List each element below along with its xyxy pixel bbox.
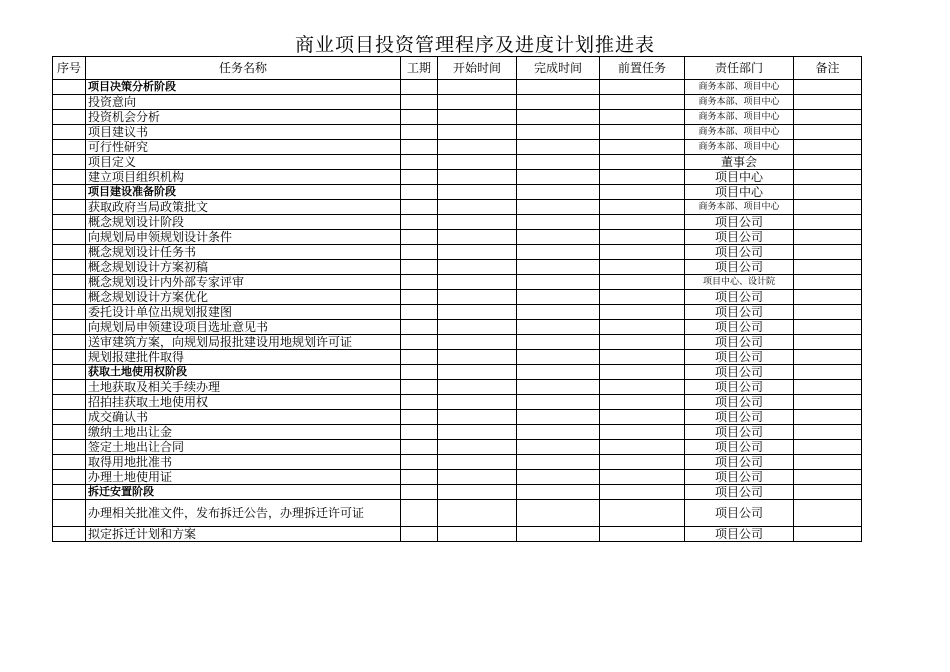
department-cell[interactable]: 项目公司 (685, 527, 794, 542)
remarks-cell[interactable] (794, 245, 862, 260)
department-cell[interactable]: 项目中心 (685, 170, 794, 185)
start-time-cell[interactable] (438, 245, 517, 260)
department-cell[interactable]: 项目公司 (685, 455, 794, 470)
department-cell[interactable]: 项目公司 (685, 215, 794, 230)
start-time-cell[interactable] (438, 125, 517, 140)
start-time-cell[interactable] (438, 260, 517, 275)
department-cell[interactable]: 项目公司 (685, 305, 794, 320)
duration-cell[interactable] (401, 425, 438, 440)
start-time-cell[interactable] (438, 170, 517, 185)
department-cell[interactable]: 商务本部、项目中心 (685, 125, 794, 140)
finish-time-cell[interactable] (517, 215, 600, 230)
predecessor-cell[interactable] (600, 335, 685, 350)
department-cell[interactable]: 商务本部、项目中心 (685, 95, 794, 110)
start-time-cell[interactable] (438, 410, 517, 425)
remarks-cell[interactable] (794, 527, 862, 542)
start-time-cell[interactable] (438, 230, 517, 245)
predecessor-cell[interactable] (600, 140, 685, 155)
index-cell[interactable] (53, 260, 86, 275)
finish-time-cell[interactable] (517, 320, 600, 335)
task-name-cell[interactable]: 规划报建批件取得 (86, 350, 401, 365)
finish-time-cell[interactable] (517, 110, 600, 125)
remarks-cell[interactable] (794, 140, 862, 155)
table-row (53, 260, 862, 275)
duration-cell[interactable] (401, 170, 438, 185)
department-cell[interactable]: 商务本部、项目中心 (685, 200, 794, 215)
remarks-cell[interactable] (794, 470, 862, 485)
start-time-cell[interactable] (438, 500, 517, 527)
duration-cell[interactable] (401, 110, 438, 125)
index-cell[interactable] (53, 410, 86, 425)
index-cell[interactable] (53, 215, 86, 230)
predecessor-cell[interactable] (600, 410, 685, 425)
finish-time-cell[interactable] (517, 455, 600, 470)
predecessor-cell[interactable] (600, 260, 685, 275)
remarks-cell[interactable] (794, 440, 862, 455)
remarks-cell[interactable] (794, 485, 862, 500)
header-row (53, 57, 862, 80)
index-cell[interactable] (53, 140, 86, 155)
department-cell[interactable]: 项目公司 (685, 410, 794, 425)
remarks-cell[interactable] (794, 380, 862, 395)
task-name-cell[interactable]: 签定土地出让合同 (86, 440, 401, 455)
index-cell[interactable] (53, 527, 86, 542)
table-row (53, 410, 862, 425)
task-name-cell[interactable]: 概念规划设计方案优化 (86, 290, 401, 305)
duration-cell[interactable] (401, 290, 438, 305)
remarks-cell[interactable] (794, 425, 862, 440)
index-cell[interactable] (53, 485, 86, 500)
duration-cell[interactable] (401, 185, 438, 200)
duration-cell[interactable] (401, 125, 438, 140)
task-name-cell[interactable]: 拆迁安置阶段 (86, 485, 401, 500)
finish-time-cell[interactable] (517, 485, 600, 500)
index-cell[interactable] (53, 365, 86, 380)
start-time-cell[interactable] (438, 350, 517, 365)
remarks-cell[interactable] (794, 155, 862, 170)
remarks-cell[interactable] (794, 350, 862, 365)
duration-cell[interactable] (401, 440, 438, 455)
task-name-cell[interactable]: 概念规划设计内外部专家评审 (86, 275, 401, 290)
finish-time-cell[interactable] (517, 380, 600, 395)
duration-cell[interactable] (401, 275, 438, 290)
table-row (53, 455, 862, 470)
remarks-cell[interactable] (794, 305, 862, 320)
start-time-cell[interactable] (438, 440, 517, 455)
remarks-cell[interactable] (794, 455, 862, 470)
duration-cell[interactable] (401, 80, 438, 95)
remarks-cell[interactable] (794, 185, 862, 200)
remarks-cell[interactable] (794, 275, 862, 290)
remarks-cell[interactable] (794, 290, 862, 305)
start-time-cell[interactable] (438, 425, 517, 440)
start-time-cell[interactable] (438, 320, 517, 335)
start-time-cell[interactable] (438, 527, 517, 542)
predecessor-cell[interactable] (600, 395, 685, 410)
index-cell[interactable] (53, 95, 86, 110)
table-row (53, 500, 862, 527)
table-row (53, 350, 862, 365)
table-row (53, 110, 862, 125)
duration-cell[interactable] (401, 200, 438, 215)
task-name-cell[interactable]: 概念规划设计任务书 (86, 245, 401, 260)
department-cell[interactable]: 董事会 (685, 155, 794, 170)
duration-cell[interactable] (401, 485, 438, 500)
table-row (53, 425, 862, 440)
finish-time-cell[interactable] (517, 200, 600, 215)
table-row (53, 140, 862, 155)
index-cell[interactable] (53, 425, 86, 440)
table-row (53, 380, 862, 395)
predecessor-cell[interactable] (600, 470, 685, 485)
finish-time-cell[interactable] (517, 95, 600, 110)
index-cell[interactable] (53, 230, 86, 245)
department-cell[interactable]: 项目公司 (685, 320, 794, 335)
start-time-cell[interactable] (438, 380, 517, 395)
finish-time-cell[interactable] (517, 500, 600, 527)
start-time-cell[interactable] (438, 155, 517, 170)
index-cell[interactable] (53, 185, 86, 200)
task-name-cell[interactable]: 项目建议书 (86, 125, 401, 140)
start-time-cell[interactable] (438, 305, 517, 320)
table-row (53, 320, 862, 335)
index-cell[interactable] (53, 335, 86, 350)
index-cell[interactable] (53, 245, 86, 260)
finish-time-cell[interactable] (517, 140, 600, 155)
duration-cell[interactable] (401, 410, 438, 425)
header-task-name[interactable]: 任务名称 (86, 57, 401, 80)
predecessor-cell[interactable] (600, 320, 685, 335)
table-row (53, 275, 862, 290)
finish-time-cell[interactable] (517, 305, 600, 320)
predecessor-cell[interactable] (600, 527, 685, 542)
task-name-cell[interactable]: 项目定义 (86, 155, 401, 170)
remarks-cell[interactable] (794, 500, 862, 527)
index-cell[interactable] (53, 200, 86, 215)
start-time-cell[interactable] (438, 95, 517, 110)
duration-cell[interactable] (401, 500, 438, 527)
index-cell[interactable] (53, 110, 86, 125)
index-cell[interactable] (53, 320, 86, 335)
department-cell[interactable]: 商务本部、项目中心 (685, 140, 794, 155)
department-cell[interactable]: 项目公司 (685, 350, 794, 365)
duration-cell[interactable] (401, 527, 438, 542)
predecessor-cell[interactable] (600, 485, 685, 500)
predecessor-cell[interactable] (600, 155, 685, 170)
task-name-cell[interactable]: 项目决策分析阶段 (86, 80, 401, 95)
header-duration[interactable]: 工期 (401, 57, 438, 80)
remarks-cell[interactable] (794, 410, 862, 425)
start-time-cell[interactable] (438, 215, 517, 230)
duration-cell[interactable] (401, 320, 438, 335)
duration-cell[interactable] (401, 260, 438, 275)
start-time-cell[interactable] (438, 200, 517, 215)
duration-cell[interactable] (401, 215, 438, 230)
finish-time-cell[interactable] (517, 185, 600, 200)
finish-time-cell[interactable] (517, 170, 600, 185)
department-cell[interactable]: 项目公司 (685, 425, 794, 440)
task-name-cell[interactable]: 土地获取及相关手续办理 (86, 380, 401, 395)
table-row (53, 470, 862, 485)
remarks-cell[interactable] (794, 215, 862, 230)
start-time-cell[interactable] (438, 80, 517, 95)
finish-time-cell[interactable] (517, 275, 600, 290)
department-cell[interactable]: 项目公司 (685, 395, 794, 410)
remarks-cell[interactable] (794, 125, 862, 140)
finish-time-cell[interactable] (517, 350, 600, 365)
predecessor-cell[interactable] (600, 365, 685, 380)
header-start-time[interactable]: 开始时间 (438, 57, 517, 80)
finish-time-cell[interactable] (517, 155, 600, 170)
table-row (53, 155, 862, 170)
index-cell[interactable] (53, 275, 86, 290)
department-cell[interactable]: 项目公司 (685, 335, 794, 350)
finish-time-cell[interactable] (517, 365, 600, 380)
predecessor-cell[interactable] (600, 350, 685, 365)
predecessor-cell[interactable] (600, 230, 685, 245)
predecessor-cell[interactable] (600, 440, 685, 455)
table-row (53, 290, 862, 305)
header-finish-time[interactable]: 完成时间 (517, 57, 600, 80)
header-remarks[interactable]: 备注 (794, 57, 862, 80)
index-cell[interactable] (53, 80, 86, 95)
remarks-cell[interactable] (794, 335, 862, 350)
index-cell[interactable] (53, 155, 86, 170)
finish-time-cell[interactable] (517, 80, 600, 95)
remarks-cell[interactable] (794, 200, 862, 215)
predecessor-cell[interactable] (600, 125, 685, 140)
start-time-cell[interactable] (438, 470, 517, 485)
predecessor-cell[interactable] (600, 185, 685, 200)
duration-cell[interactable] (401, 365, 438, 380)
index-cell[interactable] (53, 290, 86, 305)
table-row (53, 170, 862, 185)
index-cell[interactable] (53, 500, 86, 527)
predecessor-cell[interactable] (600, 275, 685, 290)
table-row (53, 200, 862, 215)
table-row (53, 185, 862, 200)
index-cell[interactable] (53, 350, 86, 365)
predecessor-cell[interactable] (600, 95, 685, 110)
duration-cell[interactable] (401, 230, 438, 245)
task-name-cell[interactable]: 办理相关批准文件，发布拆迁公告，办理拆迁许可证 (86, 500, 401, 527)
remarks-cell[interactable] (794, 80, 862, 95)
remarks-cell[interactable] (794, 95, 862, 110)
duration-cell[interactable] (401, 155, 438, 170)
remarks-cell[interactable] (794, 260, 862, 275)
remarks-cell[interactable] (794, 110, 862, 125)
department-cell[interactable]: 商务本部、项目中心 (685, 110, 794, 125)
table-row (53, 395, 862, 410)
duration-cell[interactable] (401, 305, 438, 320)
remarks-cell[interactable] (794, 230, 862, 245)
department-cell[interactable]: 商务本部、项目中心 (685, 80, 794, 95)
department-cell[interactable]: 项目公司 (685, 500, 794, 527)
finish-time-cell[interactable] (517, 425, 600, 440)
finish-time-cell[interactable] (517, 470, 600, 485)
table-row (53, 245, 862, 260)
task-name-cell[interactable]: 获取政府当局政策批文 (86, 200, 401, 215)
table-row (53, 305, 862, 320)
table-row (53, 527, 862, 542)
table-row (53, 95, 862, 110)
table-row (53, 440, 862, 455)
finish-time-cell[interactable] (517, 245, 600, 260)
duration-cell[interactable] (401, 335, 438, 350)
index-cell[interactable] (53, 395, 86, 410)
index-cell[interactable] (53, 455, 86, 470)
header-index[interactable]: 序号 (53, 57, 86, 80)
remarks-cell[interactable] (794, 320, 862, 335)
sheet-title: 商业项目投资管理程序及进度计划推进表 (294, 34, 655, 56)
table-row (53, 230, 862, 245)
start-time-cell[interactable] (438, 110, 517, 125)
finish-time-cell[interactable] (517, 527, 600, 542)
table-row (53, 125, 862, 140)
remarks-cell[interactable] (794, 170, 862, 185)
task-name-cell[interactable]: 获取土地使用权阶段 (86, 365, 401, 380)
table-row (53, 215, 862, 230)
predecessor-cell[interactable] (600, 290, 685, 305)
task-name-cell[interactable]: 委托设计单位出规划报建图 (86, 305, 401, 320)
finish-time-cell[interactable] (517, 410, 600, 425)
department-cell[interactable]: 项目公司 (685, 260, 794, 275)
predecessor-cell[interactable] (600, 305, 685, 320)
table-row (53, 335, 862, 350)
predecessor-cell[interactable] (600, 200, 685, 215)
predecessor-cell[interactable] (600, 425, 685, 440)
index-cell[interactable] (53, 125, 86, 140)
task-name-cell[interactable]: 招拍挂获取土地使用权 (86, 395, 401, 410)
header-predecessor[interactable]: 前置任务 (600, 57, 685, 80)
start-time-cell[interactable] (438, 140, 517, 155)
department-cell[interactable]: 项目公司 (685, 380, 794, 395)
task-name-cell[interactable]: 项目建设准备阶段 (86, 185, 401, 200)
predecessor-cell[interactable] (600, 245, 685, 260)
department-cell[interactable]: 项目中心 (685, 185, 794, 200)
start-time-cell[interactable] (438, 290, 517, 305)
start-time-cell[interactable] (438, 185, 517, 200)
task-name-cell[interactable]: 取得用地批准书 (86, 455, 401, 470)
department-cell[interactable]: 项目公司 (685, 440, 794, 455)
duration-cell[interactable] (401, 350, 438, 365)
finish-time-cell[interactable] (517, 290, 600, 305)
department-cell[interactable]: 项目公司 (685, 470, 794, 485)
table-body (53, 80, 862, 542)
index-cell[interactable] (53, 380, 86, 395)
duration-cell[interactable] (401, 470, 438, 485)
remarks-cell[interactable] (794, 395, 862, 410)
predecessor-cell[interactable] (600, 500, 685, 527)
duration-cell[interactable] (401, 95, 438, 110)
header-department[interactable]: 责任部门 (685, 57, 794, 80)
predecessor-cell[interactable] (600, 170, 685, 185)
task-name-cell[interactable]: 概念规划设计阶段 (86, 215, 401, 230)
remarks-cell[interactable] (794, 365, 862, 380)
finish-time-cell[interactable] (517, 260, 600, 275)
finish-time-cell[interactable] (517, 440, 600, 455)
index-cell[interactable] (53, 470, 86, 485)
start-time-cell[interactable] (438, 275, 517, 290)
finish-time-cell[interactable] (517, 335, 600, 350)
duration-cell[interactable] (401, 245, 438, 260)
department-cell[interactable]: 项目公司 (685, 230, 794, 245)
task-name-cell[interactable]: 拟定拆迁计划和方案 (86, 527, 401, 542)
start-time-cell[interactable] (438, 335, 517, 350)
table-row (53, 485, 862, 500)
task-name-cell[interactable]: 向规划局申领建设项目选址意见书 (86, 320, 401, 335)
predecessor-cell[interactable] (600, 110, 685, 125)
duration-cell[interactable] (401, 455, 438, 470)
department-cell[interactable]: 项目中心、设计院 (685, 275, 794, 290)
department-cell[interactable]: 项目公司 (685, 245, 794, 260)
index-cell[interactable] (53, 170, 86, 185)
duration-cell[interactable] (401, 140, 438, 155)
index-cell[interactable] (53, 305, 86, 320)
department-cell[interactable]: 项目公司 (685, 365, 794, 380)
schedule-table (52, 56, 862, 542)
task-name-cell[interactable]: 建立项目组织机构 (86, 170, 401, 185)
task-name-cell[interactable]: 投资意向 (86, 95, 401, 110)
predecessor-cell[interactable] (600, 455, 685, 470)
task-name-cell[interactable]: 缴纳土地出让金 (86, 425, 401, 440)
task-name-cell[interactable]: 投资机会分析 (86, 110, 401, 125)
finish-time-cell[interactable] (517, 395, 600, 410)
duration-cell[interactable] (401, 395, 438, 410)
task-name-cell[interactable]: 送审建筑方案，向规划局报批建设用地规划许可证 (86, 335, 401, 350)
finish-time-cell[interactable] (517, 230, 600, 245)
task-name-cell[interactable]: 办理土地使用证 (86, 470, 401, 485)
department-cell[interactable]: 项目公司 (685, 290, 794, 305)
start-time-cell[interactable] (438, 365, 517, 380)
task-name-cell[interactable]: 成交确认书 (86, 410, 401, 425)
predecessor-cell[interactable] (600, 215, 685, 230)
task-name-cell[interactable]: 可行性研究 (86, 140, 401, 155)
task-name-cell[interactable]: 概念规划设计方案初稿 (86, 260, 401, 275)
predecessor-cell[interactable] (600, 380, 685, 395)
start-time-cell[interactable] (438, 395, 517, 410)
duration-cell[interactable] (401, 380, 438, 395)
table-row (53, 80, 862, 95)
department-cell[interactable]: 项目公司 (685, 485, 794, 500)
task-name-cell[interactable]: 向规划局申领规划设计条件 (86, 230, 401, 245)
predecessor-cell[interactable] (600, 80, 685, 95)
index-cell[interactable] (53, 440, 86, 455)
start-time-cell[interactable] (438, 455, 517, 470)
finish-time-cell[interactable] (517, 125, 600, 140)
table-row (53, 365, 862, 380)
start-time-cell[interactable] (438, 485, 517, 500)
